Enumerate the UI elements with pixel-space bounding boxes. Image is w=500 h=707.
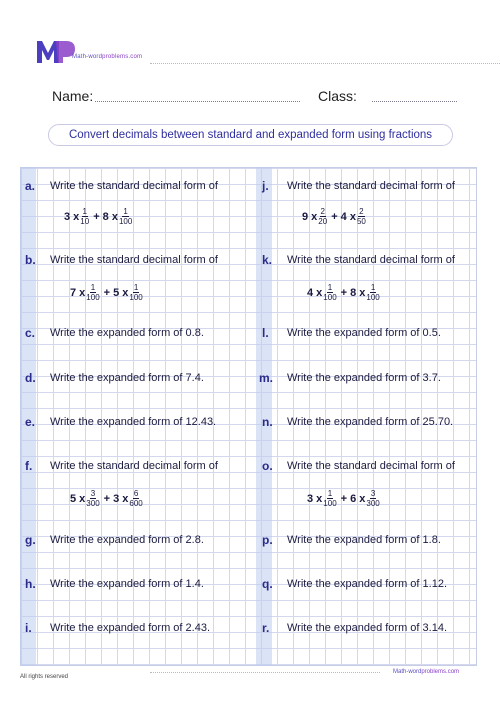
question-text: Write the expanded form of 2.8. bbox=[50, 534, 204, 546]
question-text: Write the standard decimal form of bbox=[287, 460, 455, 472]
question-label: r. bbox=[262, 621, 270, 635]
question-text: Write the expanded form of 3.14. bbox=[287, 622, 447, 634]
question-label: d. bbox=[25, 371, 36, 385]
question-text: Write the expanded form of 3.7. bbox=[287, 372, 441, 384]
footer-site-link[interactable]: Math-wordproblems.com bbox=[393, 669, 460, 675]
question-text: Write the expanded form of 25.70. bbox=[287, 416, 454, 428]
question-label: k. bbox=[262, 253, 273, 267]
fraction-expression: 3 x $\frac{1}{10}$ + 8 x $\frac{1}{100}$ bbox=[64, 207, 133, 226]
question-label: o. bbox=[262, 459, 273, 473]
question-text: Write the expanded form of 0.8. bbox=[50, 327, 204, 339]
fraction-expression: 7 x $\frac{1}{100}$ + 5 x $\frac{1}{100}$ bbox=[70, 283, 143, 302]
question-text: Write the standard decimal form of bbox=[50, 254, 218, 266]
logo-site-text: Math-wordproblems.com bbox=[72, 54, 143, 60]
question-label: b. bbox=[25, 253, 36, 267]
question-label: n. bbox=[262, 415, 273, 429]
question-label: q. bbox=[262, 577, 273, 591]
question-label: l. bbox=[262, 326, 269, 340]
question-text: Write the expanded form of 1.12. bbox=[287, 578, 447, 590]
question-text: Write the expanded form of 7.4. bbox=[50, 372, 204, 384]
question-text: Write the standard decimal form of bbox=[50, 180, 218, 192]
name-label: Name: bbox=[52, 88, 94, 104]
question-label: i. bbox=[25, 621, 32, 635]
question-label: m. bbox=[259, 371, 274, 385]
question-label: p. bbox=[262, 533, 273, 547]
fraction-expression: 4 x $\frac{1}{100}$ + 8 x $\frac{1}{100}$ bbox=[307, 283, 380, 302]
question-text: Write the expanded form of 2.43. bbox=[50, 622, 210, 634]
question-text: Write the standard decimal form of bbox=[287, 180, 455, 192]
question-label: f. bbox=[25, 459, 33, 473]
class-field[interactable] bbox=[372, 101, 457, 102]
fraction-expression: 5 x $\frac{3}{300}$ + 3 x $\frac{6}{600}$ bbox=[70, 489, 143, 508]
worksheet-title: Convert decimals between standard and expanded form using fractions bbox=[48, 124, 453, 146]
question-text: Write the expanded form of 12.43. bbox=[50, 416, 217, 428]
question-label: g. bbox=[25, 533, 36, 547]
class-label: Class: bbox=[318, 88, 357, 104]
question-text: Write the standard decimal form of bbox=[50, 460, 218, 472]
question-text: Write the standard decimal form of bbox=[287, 254, 455, 266]
question-label: c. bbox=[25, 326, 36, 340]
question-text: Write the expanded form of 1.4. bbox=[50, 578, 204, 590]
footer-rights: All rights reserved bbox=[20, 674, 69, 680]
question-label: h. bbox=[25, 577, 36, 591]
question-label: e. bbox=[25, 415, 36, 429]
name-field[interactable] bbox=[95, 101, 300, 102]
site-logo-icon bbox=[36, 38, 76, 64]
fraction-expression: 9 x $\frac{2}{20}$ + 4 x $\frac{2}{50}$ bbox=[302, 207, 366, 226]
question-label: a. bbox=[25, 179, 36, 193]
question-text: Write the expanded form of 0.5. bbox=[287, 327, 441, 339]
question-text: Write the expanded form of 1.8. bbox=[287, 534, 441, 546]
footer-divider bbox=[150, 672, 380, 673]
question-label: j. bbox=[262, 179, 269, 193]
fraction-expression: 3 x $\frac{1}{100}$ + 6 x $\frac{3}{300}$ bbox=[307, 489, 380, 508]
header-divider bbox=[150, 63, 500, 64]
